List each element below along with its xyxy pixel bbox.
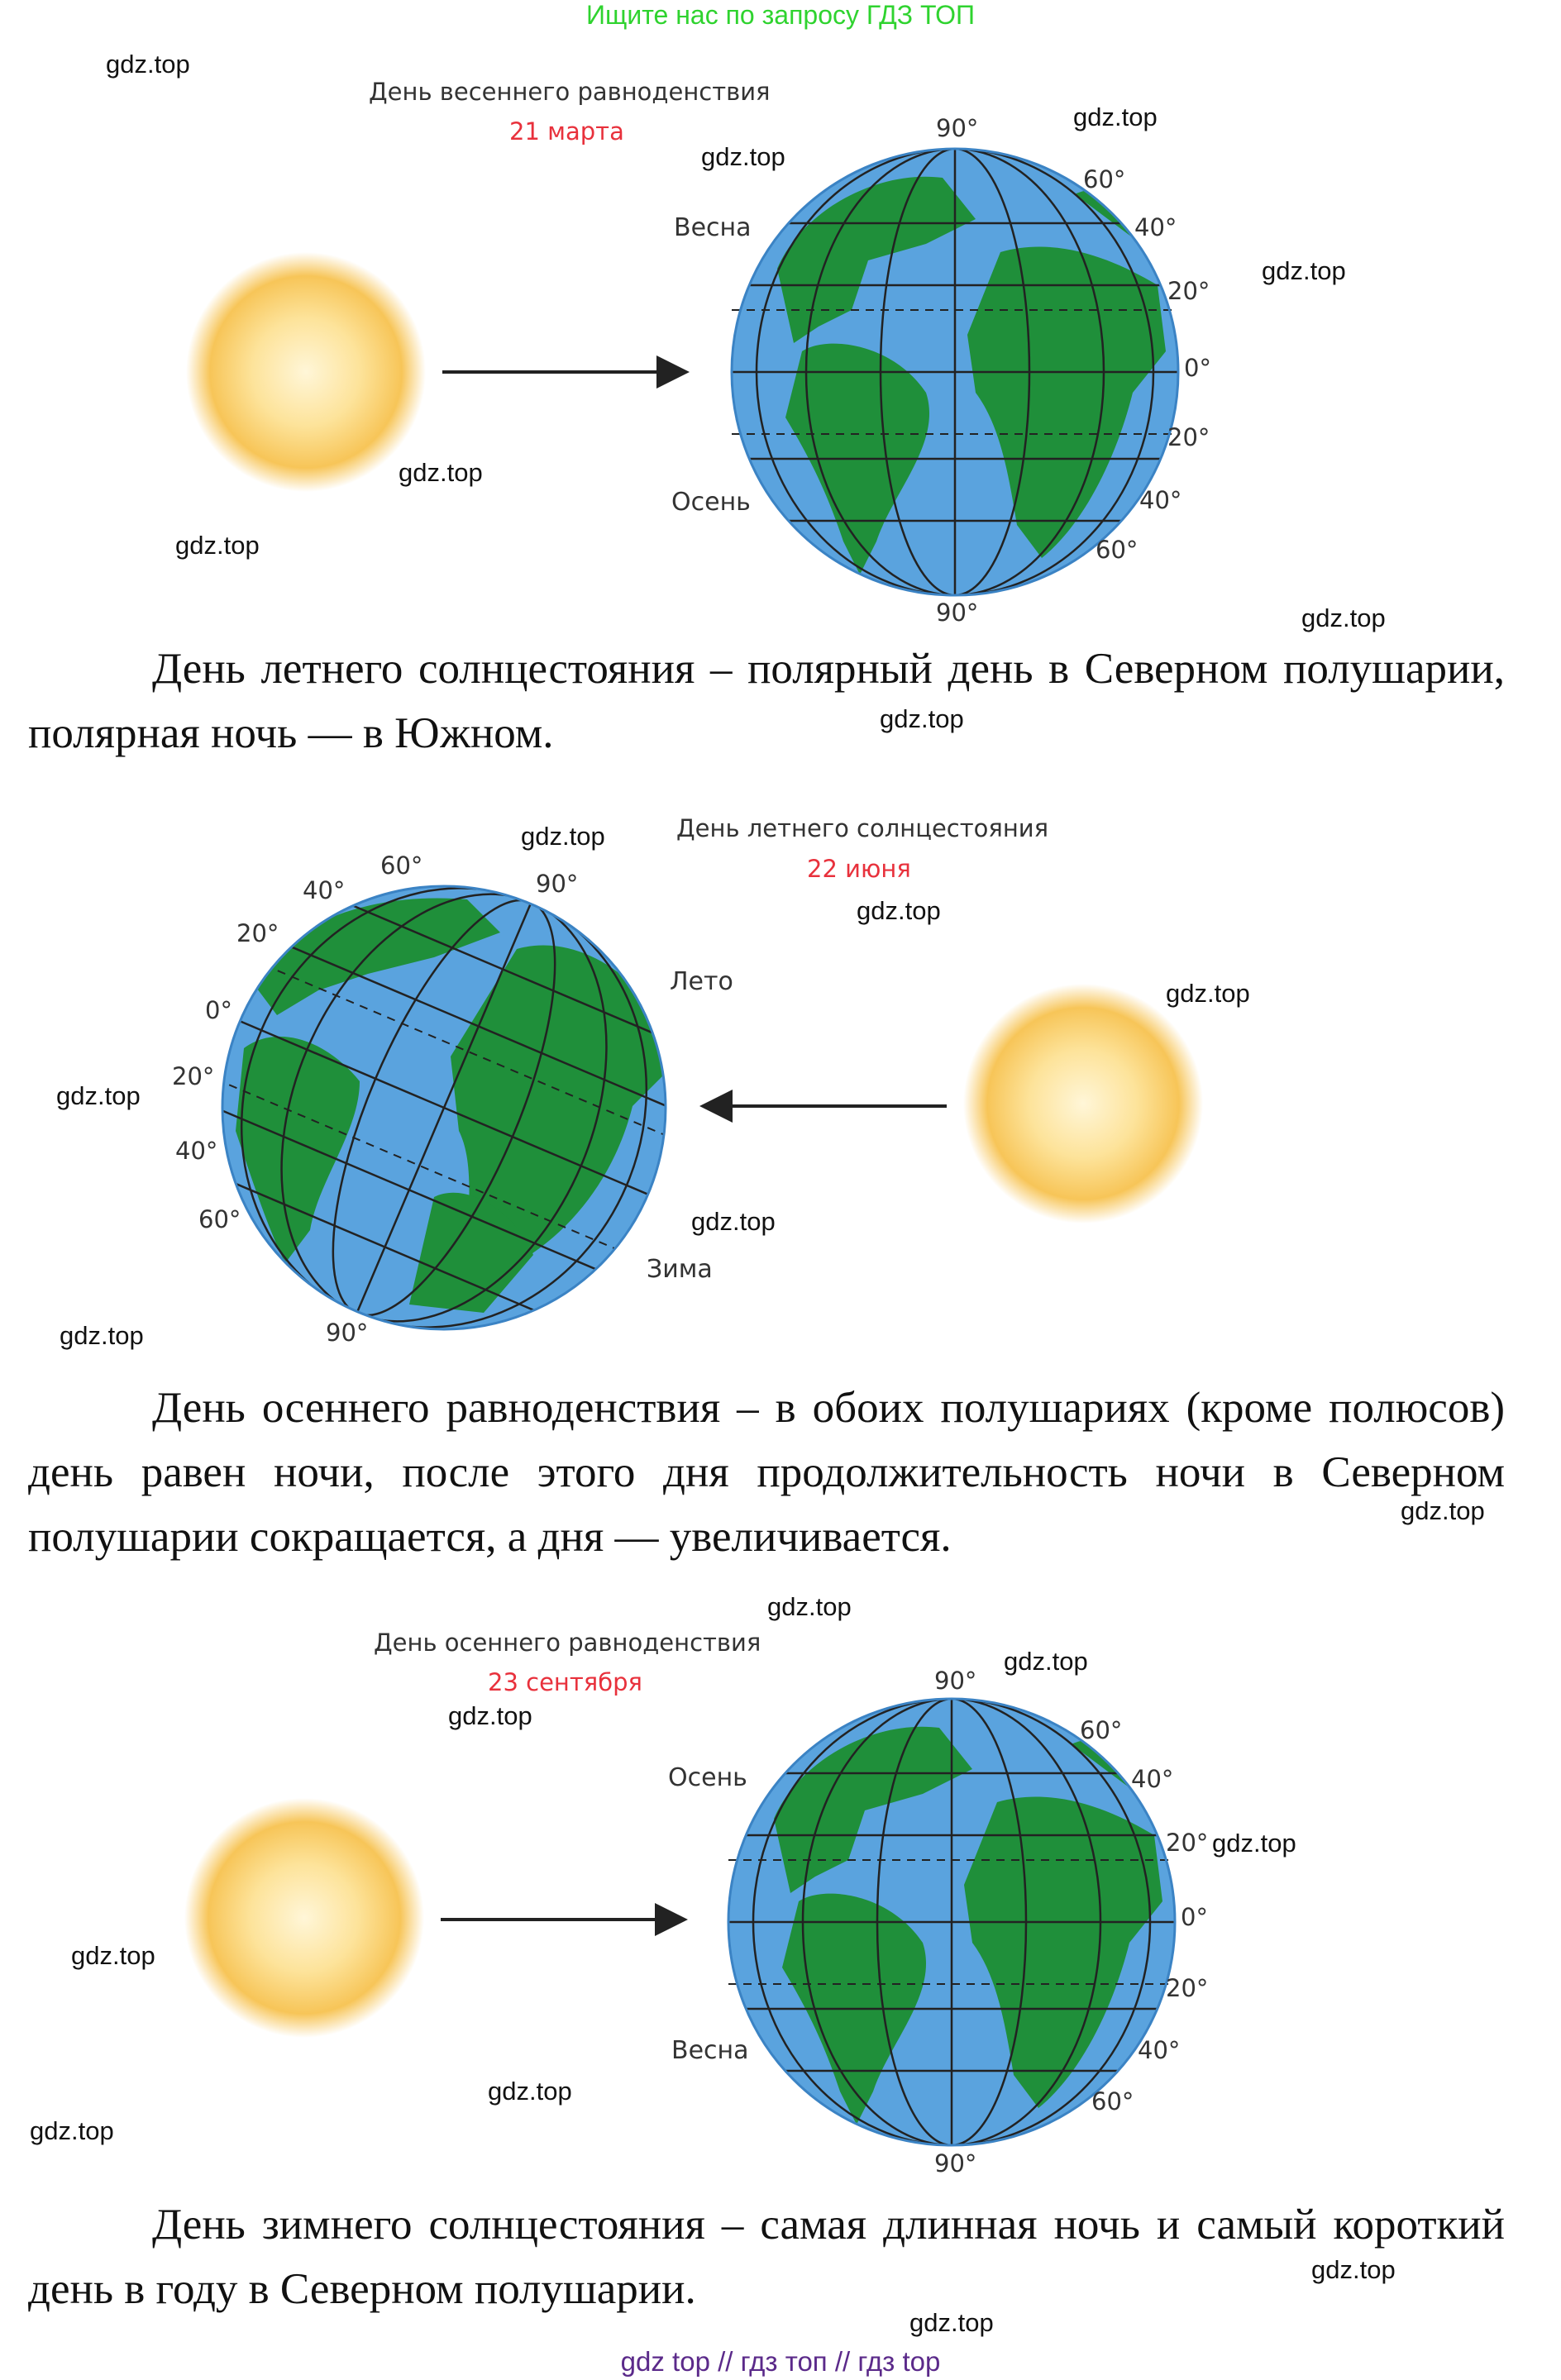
watermark: gdz.top (399, 458, 483, 487)
watermark: gdz.top (448, 1701, 532, 1730)
latitude-label: 0° (205, 996, 232, 1024)
watermark: gdz.top (1073, 103, 1158, 131)
site-header: Ищите нас по запросу ГДЗ ТОП (586, 0, 975, 30)
watermark: gdz.top (1166, 979, 1250, 1008)
globe-icon (724, 1695, 1179, 2149)
watermark: gdz.top (701, 142, 785, 171)
watermark: gdz.top (691, 1207, 776, 1236)
diagram-title: День весеннего равноденствия (369, 78, 771, 106)
watermark: gdz.top (1301, 603, 1386, 632)
latitude-label: 60° (1096, 536, 1139, 564)
latitude-label: 20° (172, 1062, 215, 1090)
watermark: gdz.top (1212, 1829, 1296, 1858)
season-label-bottom: Весна (671, 2036, 749, 2065)
watermark: gdz.top (1401, 1496, 1485, 1525)
latitude-label: 90° (326, 1319, 369, 1347)
watermark: gdz.top (1311, 2255, 1396, 2284)
globe-icon (728, 145, 1182, 599)
site-footer: gdz top // гдз топ // гдз top (620, 2346, 941, 2377)
diagram-title: День осеннего равноденствия (374, 1629, 761, 1657)
diagram-date: 21 марта (509, 117, 624, 145)
latitude-label: 60° (1080, 1716, 1123, 1744)
latitude-label: 60° (198, 1205, 241, 1233)
latitude-label: 20° (1166, 1829, 1209, 1857)
season-label-bottom: Зима (647, 1255, 713, 1284)
paragraph: День осеннего равноденствия – в обоих полушариях (кроме полюсов) день равен ночи, после этого дня продолжительность ночи в Северном полушарии сокращается, а дня — увеличивается. (28, 1384, 1505, 1561)
latitude-label: 40° (1138, 2036, 1181, 2064)
latitude-label: 90° (934, 1667, 977, 1695)
season-label-top: Весна (674, 213, 752, 242)
arrow-right-icon (438, 355, 703, 389)
watermark: gdz.top (106, 50, 190, 79)
globe-icon (219, 883, 670, 1333)
watermark: gdz.top (60, 1321, 144, 1350)
sun-icon (959, 980, 1207, 1228)
latitude-label: 40° (303, 876, 346, 904)
latitude-label: 40° (175, 1137, 218, 1165)
watermark: gdz.top (1004, 1647, 1088, 1676)
sun-icon (180, 1794, 428, 2042)
watermark: gdz.top (30, 2116, 114, 2145)
season-label-bottom: Осень (671, 488, 751, 517)
latitude-label: 40° (1131, 1765, 1174, 1793)
watermark: gdz.top (909, 2308, 994, 2337)
paragraph: День зимнего солнцестояния – самая длинная ночь и самый короткий день в году в Северном полушарии. (28, 2201, 1505, 2313)
latitude-label: 20° (1166, 1974, 1209, 2002)
latitude-label: 40° (1134, 213, 1177, 241)
latitude-label: 20° (1167, 277, 1210, 305)
watermark: gdz.top (488, 2077, 572, 2106)
season-label-top: Лето (670, 967, 733, 996)
latitude-label: 20° (1167, 423, 1210, 451)
latitude-label: 90° (536, 870, 579, 898)
latitude-label: 0° (1184, 354, 1211, 382)
latitude-label: 60° (1083, 165, 1126, 193)
latitude-label: 20° (236, 919, 279, 947)
latitude-label: 90° (936, 599, 979, 627)
arrow-left-icon (686, 1090, 951, 1123)
watermark: gdz.top (56, 1081, 141, 1110)
diagram-title: День летнего солнцестояния (676, 814, 1049, 842)
watermark: gdz.top (857, 896, 941, 925)
diagram-date: 23 сентября (488, 1668, 642, 1696)
watermark: gdz.top (880, 704, 964, 733)
arrow-right-icon (437, 1903, 701, 1936)
latitude-label: 90° (936, 114, 979, 142)
latitude-label: 60° (380, 851, 423, 880)
season-label-top: Осень (668, 1763, 747, 1792)
watermark: gdz.top (767, 1592, 852, 1621)
latitude-label: 0° (1181, 1903, 1208, 1931)
latitude-label: 90° (934, 2149, 977, 2177)
paragraph: День летнего солнцестояния – полярный день в Северном полушарии, полярная ночь — в Южном. (28, 645, 1505, 757)
watermark: gdz.top (71, 1941, 155, 1970)
sun-icon (182, 248, 430, 496)
watermark: gdz.top (521, 822, 605, 851)
latitude-label: 60° (1091, 2087, 1134, 2115)
latitude-label: 40° (1139, 486, 1182, 514)
watermark: gdz.top (175, 531, 260, 560)
diagram-date: 22 июня (807, 855, 911, 883)
watermark: gdz.top (1262, 256, 1346, 285)
